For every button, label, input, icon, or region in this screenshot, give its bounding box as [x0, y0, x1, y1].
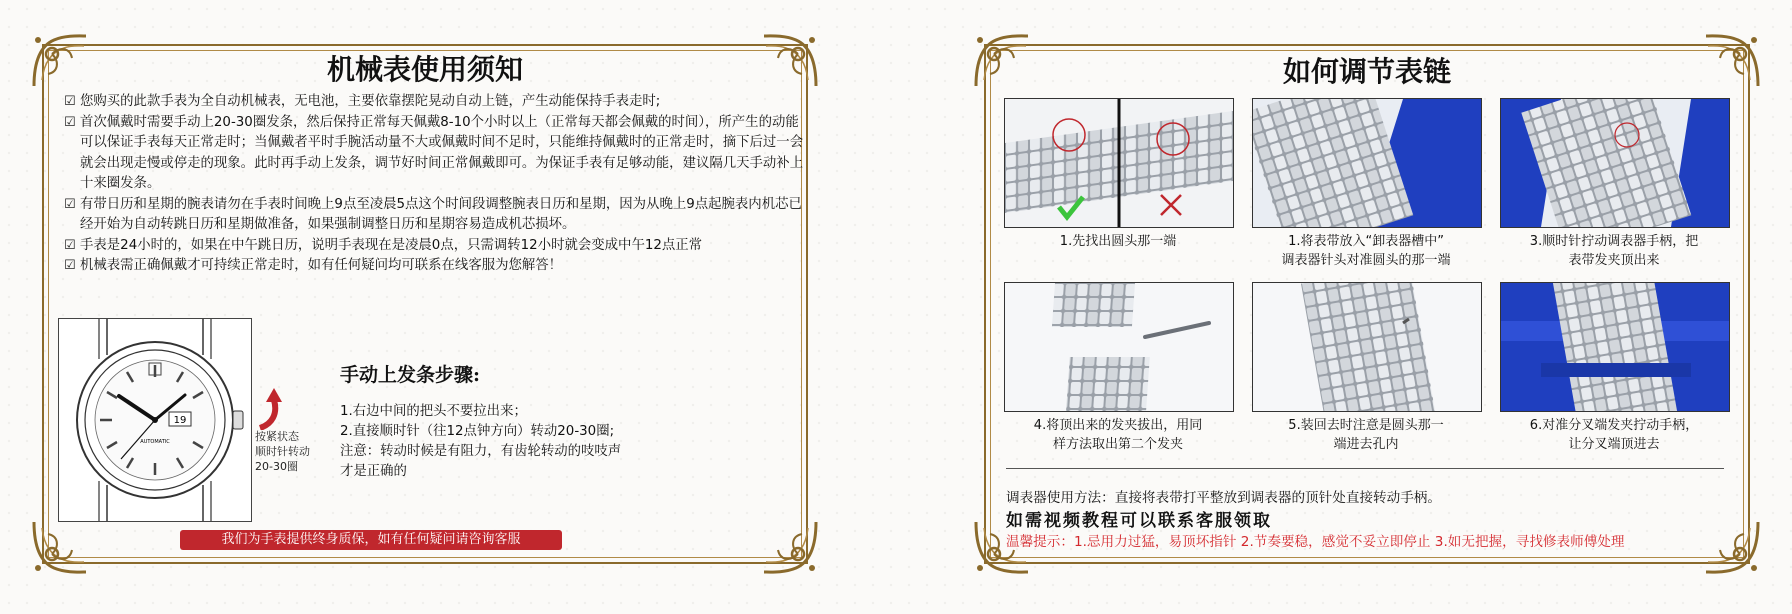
corner-ornament-icon: [1704, 518, 1762, 576]
step-caption: 3.顺时针拧动调表器手柄，把 表带发夹顶出来: [1529, 234, 1699, 268]
watch-illustration: [58, 318, 252, 522]
step-caption: 1.将表带放入“卸表器槽中” 调表器针头对准圆头的那一端: [1281, 234, 1451, 268]
steps-heading: 手动上发条步骤:: [340, 364, 481, 386]
step-caption: 5.装回去时注意是圆头那一 端进去孔内: [1288, 418, 1444, 452]
warranty-banner: 我们为手表提供终身质保，如有任何疑问请咨询客服: [180, 530, 562, 550]
page-title: 机械表使用须知: [326, 53, 523, 86]
step-caption: 4.将顶出来的发夹拔出，用同 样方法取出第二个发夹: [1033, 418, 1203, 452]
warning-tip: 温馨提示：1.忌用力过猛，易顶坏指针 2.节奏要稳，感觉不妥立即停止 3.如无把握，寻找修表师傅处理: [1006, 534, 1625, 550]
step-photo: [1500, 282, 1730, 412]
page-title: 如何调节表链: [1282, 55, 1451, 88]
crown-instruction: 按紧状态 顺时针转动 20-30圈: [255, 430, 310, 473]
rule-item: ☑ 机械表需正确佩戴才可持续正常走时，如有任何疑问均可联系在线客服为您解答！: [64, 256, 804, 277]
watch-usage-panel: [32, 34, 818, 574]
step-photo: [1500, 98, 1730, 228]
rule-item: ☑ 有带日历和星期的腕表请勿在手表时间晚上9点至凌晨5点这个时间段调整腕表日历和星期，因为从晚上9点起腕表内机芯已经开始为自动转跳日历和星期做准备，如果强制调整日历和星期容易造成机芯损坏。: [64, 195, 804, 236]
checkmark-icon: ☑: [64, 237, 76, 253]
corner-ornament-icon: [30, 518, 88, 576]
checkmark-icon: ☑: [64, 114, 76, 130]
corner-ornament-icon: [762, 518, 820, 576]
step-photo: [1004, 98, 1234, 228]
step-photo: [1004, 282, 1234, 412]
winding-steps: 1.右边中间的把头不要拉出来； 2.直接顺时针（往12点钟方向）转动20-30圈; 注意：转动时候是有阻力，有齿轮转动的吱吱声 才是正确的: [340, 404, 622, 479]
rule-item: ☑ 手表是24小时的，如果在中午跳日历，说明手表现在是凌晨0点，只需调转12小时就会变成中午12点正常: [64, 236, 804, 257]
step-caption: 1.先找出圆头那一端: [1059, 234, 1177, 249]
checkmark-icon: ☑: [64, 258, 76, 273]
checkmark-icon: ☑: [64, 94, 76, 109]
watch-brand: AUTOMATIC: [140, 439, 170, 445]
step-caption: 6.对准分叉端发夹拧动手柄， 让分叉端顶进去: [1529, 418, 1699, 452]
watch-date: 19: [173, 415, 187, 426]
step-photo: [1252, 98, 1482, 228]
rule-item: ☑ 首次佩戴时需要手动上20-30圈发条，然后保持正常每天佩戴8-10个小时以上（正常每天都会佩戴的时间），所产生的动能可以保证手表每天正常走时；当佩戴者平时手腕活动量不大或佩戴时间不足时，只能维持佩戴时的正常走时，摘下后过一会就会出现走慢或停走的现象。此时再手动上发条，调节好时间正常佩戴即可。为保证手表有足够动能，建议隔几天手动补上十来圈发条。: [64, 113, 804, 195]
tool-usage-text: 调表器使用方法：直接将表带打平整放到调表器的顶针处直接转动手柄。: [1006, 490, 1441, 506]
usage-rules-list: [64, 92, 804, 277]
rotate-arrow-icon: [252, 388, 292, 430]
checkmark-icon: ☑: [64, 196, 76, 212]
video-tutorial-note: 如需视频教程可以联系客服领取: [1006, 511, 1272, 531]
rule-item: ☑ 您购买的此款手表为全自动机械表，无电池，主要依靠摆陀晃动自动上链，产生动能保持手表走时;: [64, 92, 804, 113]
step-photo: [1252, 282, 1482, 412]
strap-adjust-panel: [974, 34, 1760, 574]
divider: [1006, 468, 1724, 469]
